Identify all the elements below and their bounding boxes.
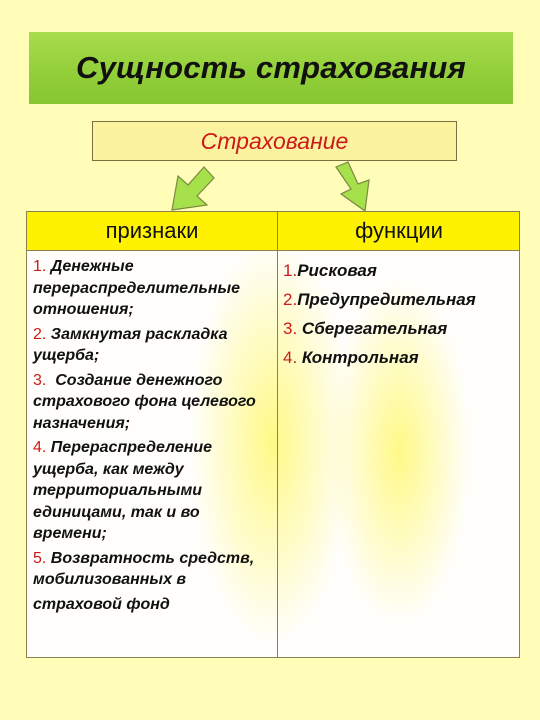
function-item-2: 2.Предупредительная — [283, 290, 476, 309]
column-divider — [277, 212, 278, 657]
function-item-4: 4. Контрольная — [283, 348, 419, 367]
right-down-arrow-icon — [336, 162, 369, 211]
function-item-3: 3. Сберегательная — [283, 319, 448, 338]
table-header-row — [27, 212, 519, 251]
root-node-label: Страхование — [200, 127, 349, 154]
functions-column — [283, 256, 519, 372]
header-attributes: признаки — [105, 218, 199, 243]
attribute-item-5: 5. Возвратность средств, мобилизованных в — [33, 549, 255, 588]
attribute-item-4: 4. Перераспределение ущерба, как между территориальными единицами, так и во времени; — [33, 439, 213, 542]
attributes-column — [33, 256, 273, 615]
attribute-item-3: 3. Создание денежного страхового фона целевого назначения; — [33, 371, 256, 432]
function-item-1: 1.Рисковая — [283, 261, 377, 280]
header-functions: функции — [355, 218, 443, 243]
attributes-functions-table — [26, 211, 520, 658]
slide-title: Сущность страхования — [76, 50, 466, 85]
attribute-item-5-tail: страховой фонд — [33, 595, 170, 613]
attribute-item-2: 2. Замкнутая раскладка ущерба; — [33, 325, 228, 364]
left-down-arrow-icon — [172, 167, 214, 210]
attribute-item-1: 1. Денежные перераспределительные отношения; — [33, 258, 241, 318]
